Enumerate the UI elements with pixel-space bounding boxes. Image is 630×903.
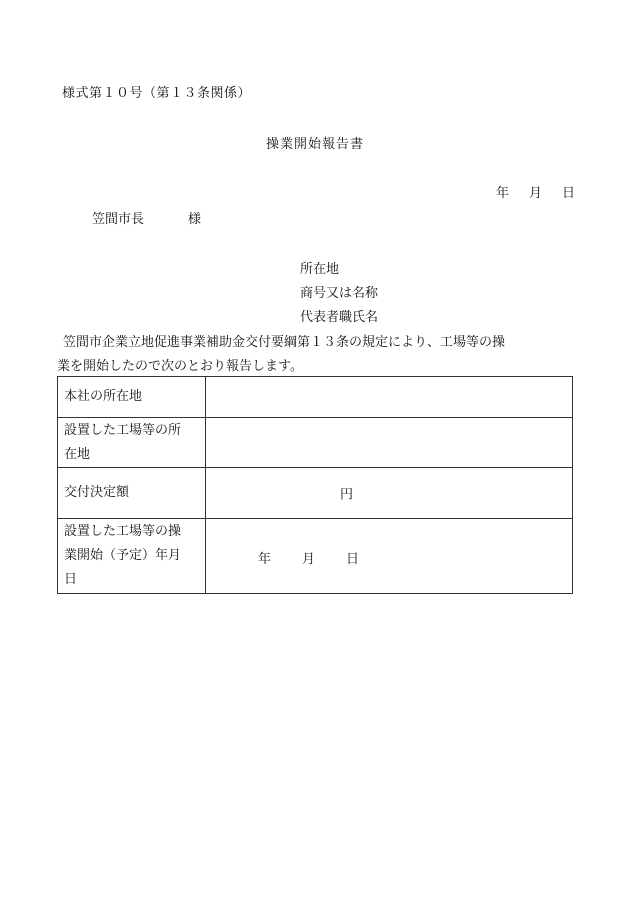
start-year-label: 年 bbox=[258, 552, 272, 567]
report-date bbox=[496, 182, 575, 201]
factory-address-label-line-2: 在地 bbox=[64, 446, 91, 462]
grant-amount-label: 交付決定額 bbox=[58, 468, 206, 519]
yen-unit: 円 bbox=[340, 487, 354, 503]
statement-line-1: 笠間市企業立地促進事業補助金交付要綱第１３条の規定により、工場等の操 bbox=[63, 335, 506, 350]
addressee-name: 笠間市長 bbox=[92, 212, 145, 227]
applicant-address-label: 所在地 bbox=[300, 262, 340, 277]
grant-amount-field[interactable] bbox=[206, 468, 573, 519]
statement-line-2: 業を開始したので次のとおり報告します。 bbox=[57, 359, 303, 374]
operation-start-date-field[interactable] bbox=[206, 519, 573, 594]
applicant-representative-label: 代表者職氏名 bbox=[300, 310, 379, 325]
head-office-address-field[interactable] bbox=[206, 377, 573, 418]
operation-start-label-line-2: 業開始（予定）年月 bbox=[64, 548, 182, 563]
factory-address-label bbox=[58, 418, 206, 468]
date-year-label: 年 bbox=[496, 186, 510, 201]
table-row bbox=[58, 377, 573, 418]
factory-address-label-line-1: 設置した工場等の所 bbox=[64, 422, 182, 438]
operation-start-label-line-3: 日 bbox=[64, 572, 78, 587]
applicant-block bbox=[300, 258, 378, 330]
start-day-label: 日 bbox=[346, 552, 360, 567]
date-month-label: 月 bbox=[529, 186, 543, 201]
table-row bbox=[58, 519, 573, 594]
addressee-honorific: 様 bbox=[188, 212, 202, 227]
report-table bbox=[57, 376, 573, 594]
operation-start-label-line-1: 設置した工場等の操 bbox=[64, 524, 182, 539]
head-office-address-label: 本社の所在地 bbox=[58, 377, 206, 418]
applicant-name-label: 商号又は名称 bbox=[300, 286, 379, 301]
operation-start-date-label bbox=[58, 519, 206, 594]
document-title: 操業開始報告書 bbox=[265, 137, 364, 152]
table-row bbox=[58, 418, 573, 468]
addressee bbox=[92, 208, 201, 227]
factory-address-field[interactable] bbox=[206, 418, 573, 468]
report-statement bbox=[57, 331, 573, 379]
start-month-label: 月 bbox=[302, 552, 316, 567]
table-row bbox=[58, 468, 573, 519]
date-day-label: 日 bbox=[562, 186, 576, 201]
form-number: 様式第１０号（第１３条関係） bbox=[62, 86, 252, 101]
